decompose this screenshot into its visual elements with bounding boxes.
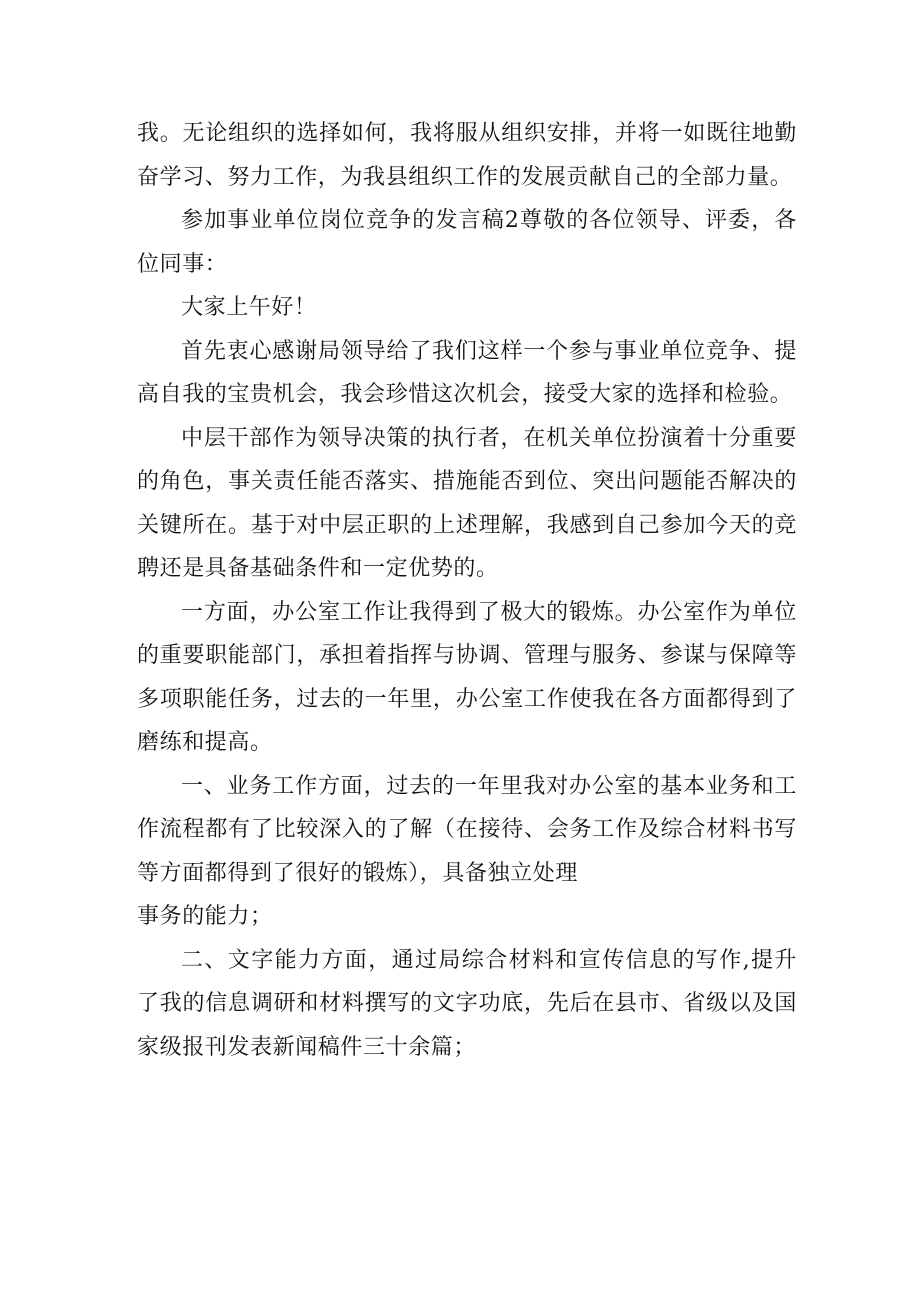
paragraph-business-work-tail: 事务的能力；	[137, 904, 273, 929]
paragraph-salutation: 大家上午好！	[181, 295, 317, 320]
paragraph-writing-ability: 二、文字能力方面，通过局综合材料和宣传信息的写作,提升了我的信息调研和材料撰写的文字功底，先后在县市、省级以及国家级报刊发表新闻稿件三十余篇；	[137, 947, 797, 1060]
document-body	[137, 112, 797, 1069]
paragraph-thanks: 首先衷心感谢局领导给了我们这样一个参与事业单位竞争、提高自我的宝贵机会，我会珍惜这次机会，接受大家的选择和检验。	[137, 338, 797, 407]
paragraph-office-work: 一方面，办公室工作让我得到了极大的锻炼。办公室作为单位的重要职能部门，承担着指挥与协调、管理与服务、参谋与保障等多项职能任务，过去的一年里，办公室工作使我在各方面都得到了磨练和提高。	[137, 599, 797, 755]
paragraph-middle-cadre: 中层干部作为领导决策的执行者，在机关单位扮演着十分重要的角色，事关责任能否落实、措施能否到位、突出问题能否解决的关键所在。基于对中层正职的上述理解，我感到自己参加今天的竞聘还是具备基础条件和一定优势的。	[137, 425, 797, 581]
paragraph-continuation: 我。无论组织的选择如何，我将服从组织安排，并将一如既往地勤奋学习、努力工作，为我县组织工作的发展贡献自己的全部力量。	[137, 121, 797, 190]
paragraph-business-work: 一、业务工作方面，过去的一年里我对办公室的基本业务和工作流程都有了比较深入的了解（在接待、会务工作及综合材料书写等方面都得到了很好的锻炼），具备独立处理	[137, 773, 797, 886]
paragraph-speech-title-greeting: 参加事业单位岗位竞争的发言稿2尊敬的各位领导、评委，各位同事：	[137, 208, 797, 277]
